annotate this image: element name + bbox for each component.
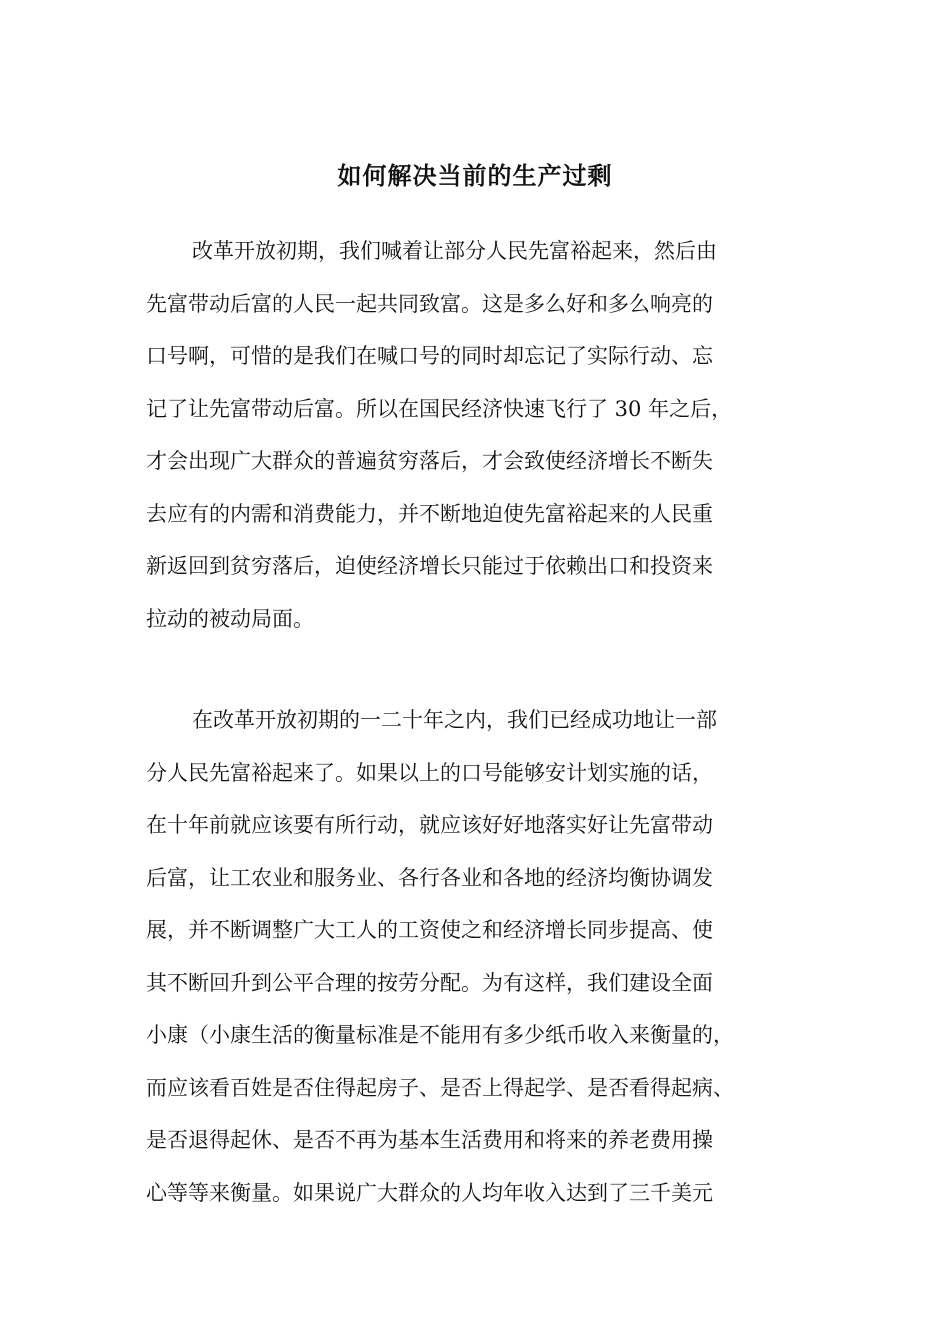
paragraph-line: 在改革开放初期的一二十年之内，我们已经成功地让一部: [192, 708, 717, 732]
paragraph-line: 新返回到贫穷落后，迫使经济增长只能过于依赖出口和投资来: [146, 554, 713, 578]
paragraph-line: 才会出现广大群众的普遍贫穷落后，才会致使经济增长不断失: [146, 449, 713, 473]
paragraph-line: 展，并不断调整广大工人的工资使之和经济增长同步提高、使: [146, 918, 713, 942]
paragraph-line: 其不断回升到公平合理的按劳分配。为有这样，我们建设全面: [146, 970, 713, 995]
paragraph-line: 在十年前就应该要有所行动，就应该好好地落实好让先富带动: [146, 813, 713, 837]
paragraph-line: 去应有的内需和消费能力，并不断地迫使先富裕起来的人民重: [146, 501, 713, 526]
paragraph-line: 而应该看百姓是否住得起房子、是否上得起学、是否看得起病、: [146, 1075, 734, 1100]
paragraph-line: 改革开放初期，我们喊着让部分人民先富裕起来，然后由: [192, 239, 717, 263]
paragraph-line: 拉动的被动局面。: [146, 606, 314, 631]
document-title: 如何解决当前的生产过剩: [337, 161, 613, 190]
paragraph-line: 心等等来衡量。如果说广大群众的人均年收入达到了三千美元: [146, 1180, 713, 1205]
paragraph-line: 记了让先富带动后富。所以在国民经济快速飞行了 30 年之后，: [146, 396, 733, 421]
paragraph-line: 后富，让工农业和服务业、各行各业和各地的经济均衡协调发: [146, 865, 713, 890]
paragraph-1: [146, 225, 804, 645]
paragraph-2: [146, 694, 804, 1219]
paragraph-line: 口号啊，可惜的是我们在喊口号的同时却忘记了实际行动、忘: [146, 344, 713, 368]
paragraph-line: 分人民先富裕起来了。如果以上的口号能够安计划实施的话，: [146, 760, 713, 785]
paragraph-line: 是否退得起休、是否不再为基本生活费用和将来的养老费用操: [146, 1128, 713, 1152]
paragraph-line: 先富带动后富的人民一起共同致富。这是多么好和多么响亮的: [146, 291, 713, 316]
paragraph-line: 小康（小康生活的衡量标准是不能用有多少纸币收入来衡量的，: [146, 1023, 734, 1047]
